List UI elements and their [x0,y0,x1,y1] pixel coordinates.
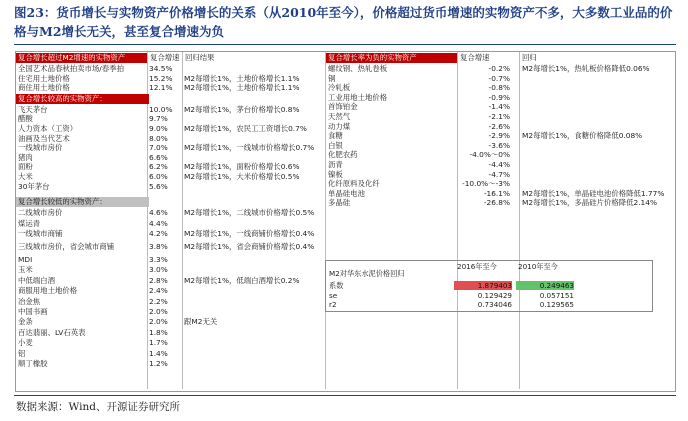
asset-name: 飞天茅台 [18,104,48,114]
section-low-growth [16,197,149,207]
table-row [16,208,325,218]
asset-name: 镍板 [328,169,343,179]
asset-name: 冷轧板 [328,83,351,93]
asset-name: 人力资本（工资） [18,124,78,133]
header-asset: 复合增长率为负的实物资产 [328,53,417,62]
regression-result: M2每增长1%，食糖价格降低0.08% [522,131,643,141]
growth-rate: 2.4% [149,286,168,296]
growth-rate: 2.2% [149,296,168,306]
growth-rate: 2.0% [149,307,168,316]
table-row [16,219,325,229]
regression-result: 跟M2无关 [184,317,218,327]
growth-rate: 3.3% [149,255,168,264]
table-row [326,112,674,122]
asset-name: 商服用地土地价格 [18,286,78,296]
header-rate: 复合增速 [460,53,490,62]
table-row [16,297,325,307]
table-row [16,307,325,317]
growth-rate: 1.4% [149,348,168,358]
asset-name: 沥青 [328,160,343,169]
growth-rate: 6.2% [149,162,168,172]
asset-name: 商住用土地价格 [18,83,70,93]
regression-result: M2每增长1%，一线商铺价格增长0.4% [184,229,315,238]
table-row [16,105,325,115]
section-title: 复合增长较低的实物资产： [18,197,107,207]
table-row [326,179,674,189]
table-row [16,286,325,296]
header-result: 回归 [522,53,537,62]
regression-result: M2每增长1%，低端白酒增长0.2% [184,275,300,285]
regression-value-2010: 0.249463 [516,281,574,290]
asset-name: 猪肉 [18,152,33,162]
asset-name: 大米 [18,172,33,181]
growth-rate: 4.6% [149,208,168,218]
asset-name: 首饰铂金 [328,102,358,112]
table-row [16,182,325,192]
asset-name: 中低端白酒 [18,275,55,285]
growth-rate: 6.0% [149,172,168,181]
regression-result: M2每增长1%，面粉价格增长0.6% [184,162,300,172]
regression-row-label: 系数 [329,281,344,290]
growth-rate: 4.4% [149,218,168,228]
asset-name: 煤运青 [18,218,41,228]
left-header-row [16,53,147,63]
asset-name: 冶金焦 [18,296,41,306]
asset-name: 动力煤 [328,121,351,131]
table-row [326,122,674,132]
asset-name: 工业用地土地价格 [328,92,388,102]
asset-name: 一线城市房价 [18,143,63,153]
section-title: 复合增长较高的实物资产： [18,93,107,103]
figure-panel [15,51,676,392]
table-row [16,255,325,265]
growth-rate: -4.0%～0% [469,150,510,160]
table-row [16,359,325,369]
asset-name: 油画及当代艺术 [18,133,70,143]
table-row [326,83,674,93]
table-row [326,198,674,208]
growth-rate: 6.6% [149,152,168,162]
table-row [326,93,674,103]
right-header-row [326,53,457,63]
asset-name: 单晶硅电池 [328,188,365,198]
regression-result: M2每增长1%，二线城市价格增长0.5% [184,208,315,218]
growth-rate: 1.2% [149,359,168,368]
caption-rule [14,44,676,45]
growth-rate: 2.8% [149,275,168,285]
asset-name: 天然气 [328,112,351,121]
regression-value-2010: 0.129565 [539,300,574,309]
asset-name: 百达翡丽、LV石英表 [18,327,86,337]
asset-name: 顺丁橡胶 [18,359,48,368]
growth-rate: -0.2% [488,64,510,73]
asset-name: 30年茅台 [18,181,50,191]
regression-result: M2每增长1%，一线城市价格增长0.7% [184,143,315,153]
growth-rate: -10.0%～-3% [462,179,510,189]
table-row [326,102,674,112]
regression-value-2016: 0.129429 [477,290,512,300]
table-row [16,114,325,124]
regression-col2: 2010年至今 [518,262,558,271]
asset-name: 多晶硅 [328,198,351,208]
table-row [16,64,325,74]
table-row [16,134,325,144]
table-row [16,317,325,327]
growth-rate: 5.6% [149,181,168,191]
growth-rate: 10.0% [149,104,173,114]
header-rate: 复合增速 [150,53,180,62]
right-header-result [520,53,670,63]
growth-rate: -16.1% [483,188,510,198]
asset-name: 中国书画 [18,307,48,316]
table-row [16,124,325,134]
growth-rate: 2.0% [149,317,168,327]
table-row [326,170,674,180]
section-high-growth [16,94,149,104]
table-row [16,349,325,359]
asset-name: 食糖 [328,131,343,141]
growth-rate: -2.6% [488,121,510,131]
asset-name: 金条 [18,317,33,327]
left-header-rate [148,53,182,63]
growth-rate: -0.9% [488,92,510,102]
right-header-rate [458,53,519,63]
growth-rate: 15.2% [149,73,173,83]
asset-name: 白银 [328,140,343,150]
table-row [16,276,325,286]
asset-name: 三线城市房价，省会城市商铺 [18,242,115,251]
regression-result: M2每增长1%，农民工工资增长0.7% [184,124,307,133]
growth-rate: 3.8% [149,242,168,251]
table-row [16,229,325,239]
growth-rate: 3.0% [149,265,168,275]
table-row [326,74,674,84]
asset-name: 全国艺术品春秋拍卖市场/春季拍 [18,64,124,73]
regression-row-label: se [329,290,338,300]
growth-rate: -0.8% [488,83,510,93]
table-row [326,160,674,170]
asset-name: 住宅用土地价格 [18,73,70,83]
growth-rate: -2.9% [488,131,510,141]
growth-rate: -3.6% [488,140,510,150]
table-row [16,172,325,182]
regression-result: M2每增长1%，多晶硅片价格降低2.14% [522,198,657,208]
asset-name: MDI [18,255,33,264]
regression-result: M2每增长1%，省会商铺价格增长0.4% [184,242,315,251]
asset-name: 玉米 [18,265,33,275]
table-row [16,74,325,84]
table-row [16,242,325,252]
figure-caption: 图23：货币增长与实物资产价格增长的关系（从2010年至今），价格超过货币增速的实物资产不多，大多数工业品的价格与M2增长无关，甚至复合增速为负 [14,5,673,39]
regression-result: M2每增长1%，土地价格增长1.1% [184,73,300,83]
source-rule [14,395,676,396]
table-row [326,131,674,141]
asset-name: 二线城市房价 [18,208,63,218]
table-row [16,265,325,275]
regression-result: M2每增长1%，大米价格增长0.5% [184,172,300,181]
header-asset: 复合增长超过M2增速的实物资产 [18,53,126,62]
regression-title: M2对华东水泥价格回归 [329,269,405,278]
regression-row-label: r2 [329,300,337,309]
regression-result: M2每增长1%，热轧板价格降低0.06% [522,64,650,73]
regression-result: M2每增长1%，单晶硅电池价格降低1.77% [522,188,665,198]
asset-name: 面粉 [18,162,33,172]
growth-rate: -2.1% [488,112,510,121]
table-row [326,141,674,151]
asset-name: 铜 [328,73,336,83]
asset-name: 一线城市商铺 [18,229,63,238]
table-row [326,64,674,74]
regression-value-2016: 1.879403 [454,281,512,290]
regression-table [325,260,653,312]
growth-rate: 8.0% [149,133,168,143]
table-row [326,150,674,160]
header-result: 回归结果 [185,53,215,62]
growth-rate: 4.2% [149,229,168,238]
table-row [16,83,325,93]
growth-rate: 9.0% [149,124,168,133]
asset-name: 铝 [18,348,26,358]
growth-rate: 1.7% [149,338,168,348]
table-row [16,143,325,153]
table-row [16,153,325,163]
growth-rate: 34.5% [149,64,173,73]
regression-value-2010: 0.057151 [539,290,574,300]
growth-rate: 9.7% [149,114,168,124]
regression-result: M2每增长1%，茅台价格增长0.8% [184,104,300,114]
growth-rate: -4.7% [488,169,510,179]
regression-result: M2每增长1%，土地价格增长1.1% [184,83,300,93]
table-row [326,189,674,199]
left-header-result [183,53,325,63]
table-row [16,162,325,172]
table-row [16,338,325,348]
asset-name: 化肥农药 [328,150,358,160]
regression-col1: 2016年至今 [457,262,497,271]
growth-rate: 1.8% [149,327,168,337]
growth-rate: 12.1% [149,83,173,93]
growth-rate: 7.0% [149,143,168,153]
asset-name: 醋酸 [18,114,33,124]
growth-rate: -1.4% [488,102,510,112]
growth-rate: -0.7% [488,73,510,83]
regression-value-2016: 0.734046 [477,300,512,309]
asset-name: 螺纹钢、热轧卷板 [328,64,388,73]
growth-rate: -4.4% [488,160,510,169]
asset-name: 化纤原料及化纤 [328,179,380,189]
source-note: 数据来源：Wind、开源证券研究所 [16,401,180,413]
table-row [16,328,325,338]
asset-name: 小麦 [18,338,33,348]
growth-rate: -26.8% [483,198,510,208]
